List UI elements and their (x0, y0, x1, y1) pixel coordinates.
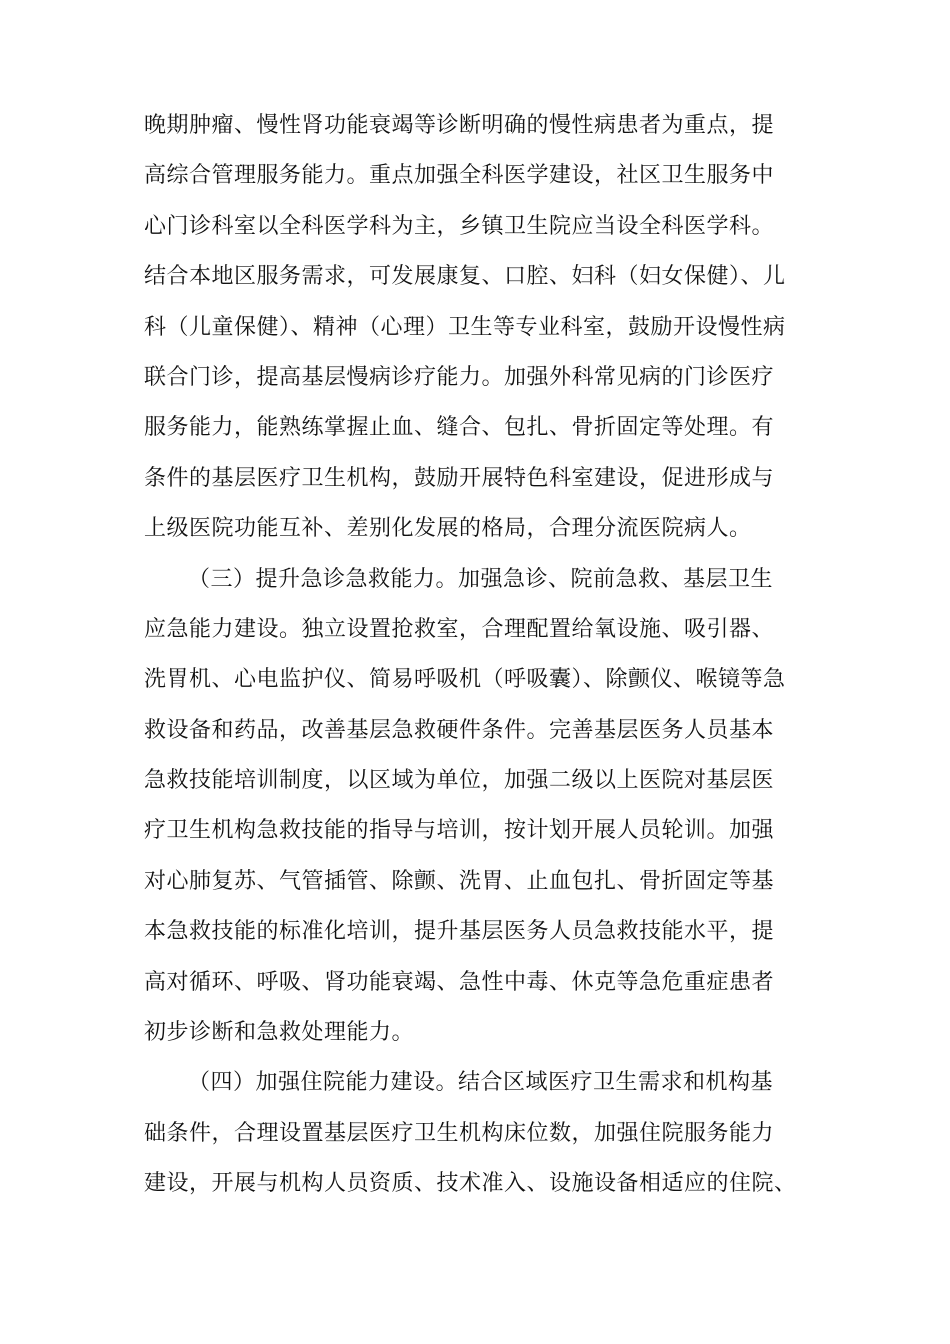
text-line: 联合门诊，提高基层慢病诊疗能力。加强外科常见病的门诊医疗 (144, 364, 775, 390)
section-heading-line: （四）加强住院能力建设。结合区域医疗卫生需求和机构基 (188, 1070, 774, 1096)
text-line: 结合本地区服务需求，可发展康复、口腔、妇科（妇女保健）、儿 (144, 264, 786, 290)
text-line: 本急救技能的标准化培训，提升基层医务人员急救技能水平，提 (144, 919, 775, 945)
text-line: 洗胃机、心电监护仪、简易呼吸机（呼吸囊）、除颤仪、喉镜等急 (144, 667, 786, 693)
text-line: 上级医院功能互补、差别化发展的格局，合理分流医院病人。 (144, 516, 752, 542)
text-line: 疗卫生机构急救技能的指导与培训，按计划开展人员轮训。加强 (144, 818, 775, 844)
text-line: 服务能力，能熟练掌握止血、缝合、包扎、骨折固定等处理。有 (144, 415, 775, 441)
text-line: 对心肺复苏、气管插管、除颤、洗胃、止血包扎、骨折固定等基 (144, 868, 775, 894)
paragraph-emergency-care (144, 555, 810, 1059)
text-line: 初步诊断和急救处理能力。 (144, 1020, 415, 1046)
document-body (144, 101, 810, 1210)
paragraph-inpatient-care (144, 1058, 810, 1209)
text-line: 救设备和药品，改善基层急救硬件条件。完善基层医务人员基本 (144, 717, 775, 743)
text-line: 科（儿童保健）、精神（心理）卫生等专业科室，鼓励开设慢性病 (144, 314, 786, 340)
paragraph-continued (144, 101, 810, 555)
text-line: 应急能力建设。独立设置抢救室，合理配置给氧设施、吸引器、 (144, 616, 775, 642)
text-line: 建设，开展与机构人员资质、技术准入、设施设备相适应的住院、 (144, 1171, 797, 1197)
text-line: 高对循环、呼吸、肾功能衰竭、急性中毒、休克等急危重症患者 (144, 969, 775, 995)
text-line: 晚期肿瘤、慢性肾功能衰竭等诊断明确的慢性病患者为重点，提 (144, 113, 775, 138)
text-line: 条件的基层医疗卫生机构，鼓励开展特色科室建设，促进形成与 (144, 465, 775, 491)
text-line: 心门诊科室以全科医学科为主，乡镇卫生院应当设全科医学科。 (144, 213, 775, 239)
text-line: 急救技能培训制度，以区域为单位，加强二级以上医院对基层医 (144, 768, 775, 794)
section-heading-line: （三）提升急诊急救能力。加强急诊、院前急救、基层卫生 (188, 566, 774, 592)
text-line: 础条件，合理设置基层医疗卫生机构床位数，加强住院服务能力 (144, 1120, 775, 1146)
text-line: 高综合管理服务能力。重点加强全科医学建设，社区卫生服务中 (144, 163, 775, 189)
